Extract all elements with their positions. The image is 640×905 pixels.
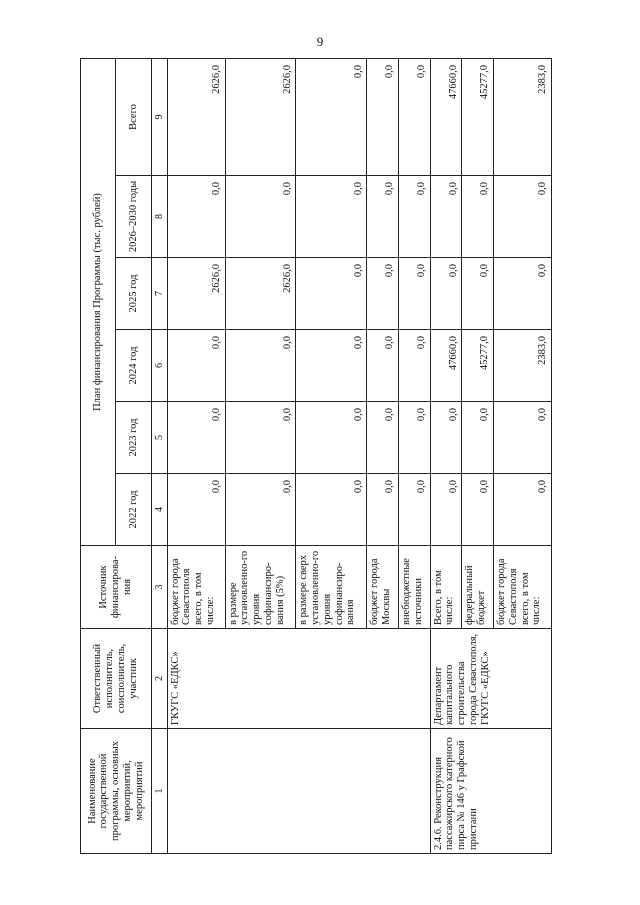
value-2023: 0,0 bbox=[399, 402, 431, 474]
value-2025: 0,0 bbox=[367, 258, 399, 330]
table-row bbox=[430, 58, 462, 853]
value-2023: 0,0 bbox=[430, 402, 462, 474]
index-row bbox=[151, 58, 167, 853]
value-2023: 0,0 bbox=[296, 402, 367, 474]
program-name-cell: 2.4.6. Реконструкция пассажирского катерного пирса № 146 у Графской пристани bbox=[430, 729, 551, 854]
value-2026-2030: 0,0 bbox=[296, 176, 367, 258]
value-2026-2030: 0,0 bbox=[462, 176, 494, 258]
value-2022: 0,0 bbox=[399, 474, 431, 546]
source-cell: бюджет города Севастополя всего, в том числе: bbox=[494, 546, 552, 629]
header-year-2023: 2023 год bbox=[116, 402, 151, 474]
value-2025: 0,0 bbox=[430, 258, 462, 330]
value-2023: 0,0 bbox=[167, 402, 225, 474]
header-executor: Ответственный исполнитель, соисполнитель, участник bbox=[81, 629, 152, 729]
value-2026-2030: 0,0 bbox=[399, 176, 431, 258]
value-total: 0,0 bbox=[399, 58, 431, 175]
value-2023: 0,0 bbox=[367, 402, 399, 474]
value-2024: 45277,0 bbox=[462, 330, 494, 402]
executor-cell: Департамент капитального строительства города Севастополя, ГКУГС «ЕДКС» bbox=[430, 629, 551, 729]
value-2022: 0,0 bbox=[462, 474, 494, 546]
value-total: 2626,0 bbox=[167, 58, 225, 175]
index-cell: 3 bbox=[151, 546, 167, 629]
value-2022: 0,0 bbox=[367, 474, 399, 546]
value-total: 2626,0 bbox=[225, 58, 296, 175]
page-number: 9 bbox=[316, 34, 324, 49]
value-2024: 0,0 bbox=[225, 330, 296, 402]
header-row-1 bbox=[81, 58, 116, 853]
value-2024: 47660,0 bbox=[430, 330, 462, 402]
value-2022: 0,0 bbox=[296, 474, 367, 546]
source-cell: в размере сверх установленно-го уровня софинансиро-вания bbox=[296, 546, 367, 629]
value-2024: 2383,0 bbox=[494, 330, 552, 402]
value-2026-2030: 0,0 bbox=[430, 176, 462, 258]
value-2024: 0,0 bbox=[367, 330, 399, 402]
value-2026-2030: 0,0 bbox=[494, 176, 552, 258]
value-2026-2030: 0,0 bbox=[167, 176, 225, 258]
header-source: Источник финансирова-ния bbox=[81, 546, 152, 629]
source-cell: федеральный бюджет bbox=[462, 546, 494, 629]
value-2022: 0,0 bbox=[167, 474, 225, 546]
index-cell: 7 bbox=[151, 258, 167, 330]
source-cell: внебюджетные источники bbox=[399, 546, 431, 629]
header-plan: План финансирования Программы (тыс. рублей) bbox=[81, 58, 116, 545]
value-2025: 0,0 bbox=[462, 258, 494, 330]
value-2025: 0,0 bbox=[399, 258, 431, 330]
value-total: 0,0 bbox=[296, 58, 367, 175]
source-cell: Всего, в том числе: bbox=[430, 546, 462, 629]
value-total: 0,0 bbox=[367, 58, 399, 175]
rotated-table-container bbox=[80, 59, 552, 854]
index-cell: 8 bbox=[151, 176, 167, 258]
value-total: 47660,0 bbox=[430, 58, 462, 175]
source-cell: бюджет города Москвы bbox=[367, 546, 399, 629]
value-total: 45277,0 bbox=[462, 58, 494, 175]
header-years-2026-2030: 2026–2030 годы bbox=[116, 176, 151, 258]
value-2024: 0,0 bbox=[296, 330, 367, 402]
value-2023: 0,0 bbox=[462, 402, 494, 474]
financing-table bbox=[80, 58, 552, 854]
index-cell: 9 bbox=[151, 58, 167, 175]
header-year-2024: 2024 год bbox=[116, 330, 151, 402]
program-name-cell bbox=[167, 729, 430, 854]
value-2025: 0,0 bbox=[296, 258, 367, 330]
value-2026-2030: 0,0 bbox=[367, 176, 399, 258]
value-2023: 0,0 bbox=[494, 402, 552, 474]
value-2022: 0,0 bbox=[225, 474, 296, 546]
value-2025: 2626,0 bbox=[225, 258, 296, 330]
header-program-name: Наименование государственной программы, основных мероприятий, мероприятий bbox=[81, 729, 152, 854]
value-2025: 0,0 bbox=[494, 258, 552, 330]
source-cell: в размере установленно-го уровня софинансиро-вания (5%) bbox=[225, 546, 296, 629]
value-2026-2030: 0,0 bbox=[225, 176, 296, 258]
header-year-2022: 2022 год bbox=[116, 474, 151, 546]
value-2022: 0,0 bbox=[494, 474, 552, 546]
value-2024: 0,0 bbox=[399, 330, 431, 402]
header-year-2025: 2025 год bbox=[116, 258, 151, 330]
header-total: Всего bbox=[116, 58, 151, 175]
index-cell: 6 bbox=[151, 330, 167, 402]
index-cell: 2 bbox=[151, 629, 167, 729]
value-2022: 0,0 bbox=[430, 474, 462, 546]
index-cell: 1 bbox=[151, 729, 167, 854]
executor-cell: ГКУГС «ЕДКС» bbox=[167, 629, 430, 729]
value-2024: 0,0 bbox=[167, 330, 225, 402]
value-2025: 2626,0 bbox=[167, 258, 225, 330]
value-total: 2383,0 bbox=[494, 58, 552, 175]
index-cell: 4 bbox=[151, 474, 167, 546]
source-cell: бюджет города Севастополя всего, в том числе: bbox=[167, 546, 225, 629]
value-2023: 0,0 bbox=[225, 402, 296, 474]
index-cell: 5 bbox=[151, 402, 167, 474]
table-row bbox=[167, 58, 225, 853]
